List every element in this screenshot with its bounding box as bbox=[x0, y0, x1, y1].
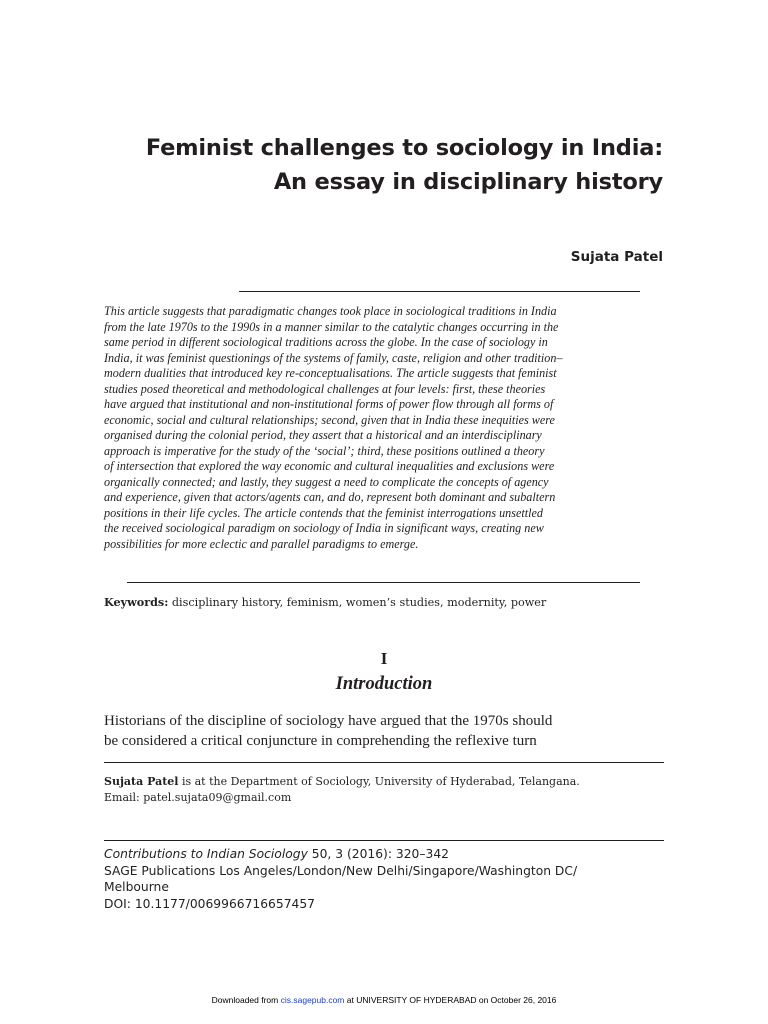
download-notice bbox=[0, 995, 768, 1006]
footnote-author-name: Sujata Patel bbox=[104, 775, 179, 788]
journal-rule bbox=[104, 840, 664, 841]
abstract-bottom-rule bbox=[127, 582, 640, 583]
abstract-line: studies posed theoretical and methodological challenges at four levels: first, these theories bbox=[104, 381, 546, 396]
download-prefix: Downloaded from bbox=[211, 995, 281, 1005]
title-line-1: Feminist challenges to sociology in India: bbox=[145, 135, 663, 161]
body-line: be considered a critical conjuncture in comprehending the reflexive turn bbox=[104, 733, 537, 749]
title-line-2: An essay in disciplinary history bbox=[273, 169, 663, 195]
footnote-affiliation: is at the Department of Sociology, University of Hyderabad, Telangana. bbox=[178, 775, 580, 788]
abstract-line: economic, social and cultural relationships; second, given that in India these inequities were bbox=[104, 412, 555, 427]
footnote-affiliation-line bbox=[104, 774, 580, 790]
keywords-list: disciplinary history, feminism, women’s studies, modernity, power bbox=[168, 596, 547, 609]
body-line: Historians of the discipline of sociology have argued that the 1970s should bbox=[104, 713, 553, 729]
article-title bbox=[63, 131, 663, 199]
journal-info bbox=[104, 846, 577, 912]
abstract-line: India, it was feminist questionings of the systems of family, caste, religion and other tradition– bbox=[104, 350, 563, 365]
abstract-line: possibilities for more eclectic and parallel paradigms to emerge. bbox=[104, 536, 419, 551]
abstract-line: organised during the colonial period, they assert that a historical and an interdisciplinary bbox=[104, 428, 542, 442]
publisher-line: SAGE Publications Los Angeles/London/New Delhi/Singapore/Washington DC/ bbox=[104, 863, 578, 878]
section-title: Introduction bbox=[335, 674, 433, 694]
footnote-email: Email: patel.sujata09@gmail.com bbox=[104, 791, 292, 804]
download-link[interactable]: cis.sagepub.com bbox=[280, 995, 345, 1005]
download-suffix: at UNIVERSITY OF HYDERABAD on October 26, 2016 bbox=[344, 995, 557, 1005]
abstract-line: same period in different sociological traditions across the globe. In the case of sociology in bbox=[104, 335, 548, 349]
abstract-line: and experience, given that actors/agents can, and do, represent both dominant and subaltern bbox=[104, 490, 556, 504]
article-author: Sujata Patel bbox=[570, 249, 663, 265]
abstract-top-rule bbox=[239, 291, 640, 292]
abstract-line: approach is imperative for the study of the ‘social’; third, these positions outlined a theory bbox=[104, 443, 545, 458]
section-number: I bbox=[380, 649, 388, 668]
abstract-line: of intersection that explored the way economic and cultural inequalities and exclusions were bbox=[104, 459, 555, 473]
author-footnote bbox=[104, 774, 580, 806]
body-text bbox=[104, 711, 664, 751]
journal-name: Contributions to Indian Sociology bbox=[104, 847, 308, 861]
abstract bbox=[104, 304, 664, 552]
journal-citation: 50, 3 (2016): 320–342 bbox=[307, 847, 449, 861]
doi: DOI: 10.1177/0069966716657457 bbox=[104, 896, 315, 911]
abstract-line: the received sociological paradigm on sociology of India in significant ways, creating new bbox=[104, 521, 544, 535]
journal-citation-line bbox=[104, 846, 577, 863]
abstract-line: This article suggests that paradigmatic changes took place in sociological traditions in India bbox=[104, 304, 557, 318]
publisher-line: Melbourne bbox=[104, 880, 169, 894]
abstract-line: from the late 1970s to the 1990s in a manner similar to the catalytic changes occurring in the bbox=[104, 319, 559, 334]
abstract-line: have argued that institutional and non-institutional forms of power flow through all forms of bbox=[104, 397, 554, 411]
abstract-line: organically connected; and lastly, they suggest a need to complicate the concepts of agency bbox=[104, 474, 549, 489]
footnote-rule bbox=[104, 762, 664, 763]
abstract-line: modern dualities that introduced key re-conceptualisations. The article suggests that feminist bbox=[104, 366, 557, 380]
keywords-label: Keywords: bbox=[104, 595, 169, 609]
abstract-line: positions in their life cycles. The article contends that the feminist interrogations unsettled bbox=[104, 505, 543, 520]
keywords bbox=[104, 594, 546, 611]
